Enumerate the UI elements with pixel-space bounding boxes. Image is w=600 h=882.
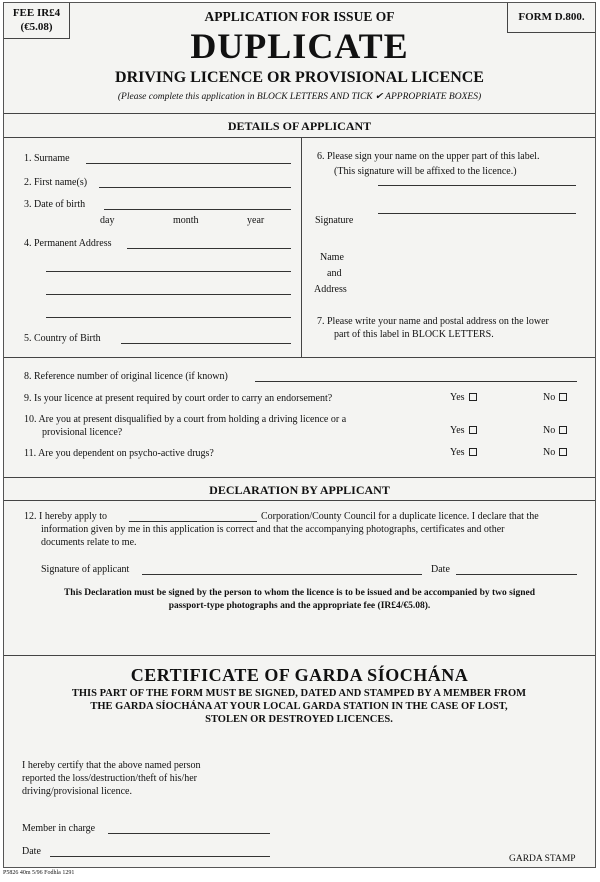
signature-label: Signature (315, 215, 354, 226)
q9-yes[interactable] (450, 392, 477, 403)
member-label: Member in charge (22, 823, 96, 834)
applicant-signature-field[interactable] (142, 574, 422, 575)
yes-label: Yes (450, 392, 465, 403)
q10-line-1: 10. Are you at present disqualified by a court from holding a driving licence or a (24, 414, 347, 425)
q7-line-1: 7. Please write your name and postal address on the lower (317, 316, 549, 327)
q10-yes[interactable] (450, 425, 477, 436)
address-label: 4. Permanent Address (24, 238, 112, 249)
q12-start: 12. I hereby apply to (24, 511, 108, 522)
q10-line-2: provisional licence? (42, 427, 123, 438)
country-of-birth-label: 5. Country of Birth (24, 333, 101, 344)
dob-year-label: year (247, 215, 265, 226)
fee-line-2: (€5.08) (20, 21, 53, 33)
q9-no[interactable] (543, 392, 567, 403)
q11-label: 11. Are you dependent on psycho-active drugs? (24, 448, 214, 459)
q8-label: 8. Reference number of original licence (if known) (24, 371, 228, 382)
first-name-label: 2. First name(s) (24, 177, 88, 188)
address-label-right: Address (314, 284, 347, 295)
declaration-date-label: Date (431, 564, 450, 575)
cert-date-label: Date (22, 846, 41, 857)
print-code: P5826 40m 5/96 Fodhla 1291 (3, 870, 75, 876)
q11-yes[interactable] (450, 447, 477, 458)
cert-sub-line-3: STOLEN OR DESTROYED LICENCES. (205, 714, 393, 725)
address-field-4[interactable] (46, 317, 291, 318)
no-label: No (543, 425, 556, 436)
form-number: FORM D.800. (507, 3, 595, 33)
no-label: No (543, 392, 556, 403)
checkbox-icon[interactable] (559, 448, 567, 456)
signature-line-1[interactable] (378, 185, 576, 186)
cert-sub-line-2: THE GARDA SÍOCHÁNA AT YOUR LOCAL GARDA STATION IN THE CASE OF LOST, (90, 701, 508, 712)
address-field-1[interactable] (127, 248, 291, 249)
declaration-line-2: information given by me in this application is correct and that the accompanying photographs, certificates and other (41, 524, 505, 535)
fee-line-1: FEE IR£4 (12, 7, 61, 19)
certificate-title: CERTIFICATE OF GARDA SÍOCHÁNA (130, 665, 469, 685)
q7-line-2: part of this label in BLOCK LETTERS. (334, 329, 494, 340)
declaration-date-field[interactable] (456, 574, 577, 575)
form-d800 (3, 2, 596, 868)
q11-no[interactable] (543, 447, 567, 458)
instruction-text: (Please complete this application in BLOCK LETTERS AND TICK ✔ APPROPRIATE BOXES) (117, 92, 482, 102)
applicant-signature-label: Signature of applicant (41, 564, 130, 575)
q10-no[interactable] (543, 425, 567, 436)
first-name-field[interactable] (99, 187, 291, 188)
dob-month-label: month (173, 215, 199, 226)
divider (4, 113, 595, 114)
signature-line-2[interactable] (378, 213, 576, 214)
name-label: Name (320, 252, 344, 263)
yes-label: Yes (450, 425, 465, 436)
divider (4, 655, 595, 656)
dob-day-label: day (100, 215, 115, 226)
garda-stamp-label: GARDA STAMP (509, 854, 576, 864)
divider (4, 500, 595, 501)
checkbox-icon[interactable] (559, 393, 567, 401)
declaration-line-3: documents relate to me. (41, 537, 137, 548)
no-label: No (543, 447, 556, 458)
divider (4, 137, 595, 138)
divider (4, 357, 595, 358)
cert-date-field[interactable] (50, 856, 270, 857)
surname-label: 1. Surname (24, 153, 70, 164)
q12-rest: Corporation/County Council for a duplicate licence. I declare that the (261, 511, 539, 522)
member-field[interactable] (108, 833, 270, 834)
address-field-3[interactable] (46, 294, 291, 295)
cert-sub-line-1: THIS PART OF THE FORM MUST BE SIGNED, DATED AND STAMPED BY A MEMBER FROM (71, 688, 527, 699)
column-divider (301, 137, 302, 357)
checkbox-icon[interactable] (559, 426, 567, 434)
certify-line-1: I hereby certify that the above named person (22, 760, 201, 771)
dob-field[interactable] (104, 209, 291, 210)
surname-field[interactable] (86, 163, 291, 164)
section-heading-declaration: DECLARATION BY APPLICANT (209, 483, 390, 497)
checkbox-icon[interactable] (469, 448, 477, 456)
address-field-2[interactable] (46, 271, 291, 272)
title-main: DUPLICATE (190, 26, 409, 66)
certificate-subtitle (64, 687, 534, 726)
certify-text (22, 759, 201, 798)
section-heading-applicant: DETAILS OF APPLICANT (227, 119, 372, 133)
title-line-1: APPLICATION FOR ISSUE OF (204, 9, 395, 24)
divider (4, 477, 595, 478)
certify-line-2: reported the loss/destruction/theft of his/her (22, 773, 197, 784)
council-field[interactable] (129, 521, 257, 522)
certify-line-3: driving/provisional licence. (22, 786, 132, 797)
checkbox-icon[interactable] (469, 426, 477, 434)
note-line-1: This Declaration must be signed by the person to whom the licence is to be issued and be accompanied by two signed (63, 588, 536, 598)
q8-field[interactable] (255, 381, 577, 382)
declaration-note (4, 587, 595, 613)
signature-instruction: 6. Please sign your name on the upper part of this label. (317, 151, 540, 162)
q9-label: 9. Is your licence at present required by court order to carry an endorsement? (24, 393, 333, 404)
and-label: and (327, 268, 342, 279)
yes-label: Yes (450, 447, 465, 458)
signature-note: (This signature will be affixed to the licence.) (334, 166, 517, 177)
country-of-birth-field[interactable] (121, 343, 291, 344)
note-line-2: passport-type photographs and the appropriate fee (IR£4/€5.08). (168, 601, 431, 611)
title-line-3: DRIVING LICENCE OR PROVISIONAL LICENCE (115, 69, 484, 86)
dob-label: 3. Date of birth (24, 199, 86, 210)
checkbox-icon[interactable] (469, 393, 477, 401)
